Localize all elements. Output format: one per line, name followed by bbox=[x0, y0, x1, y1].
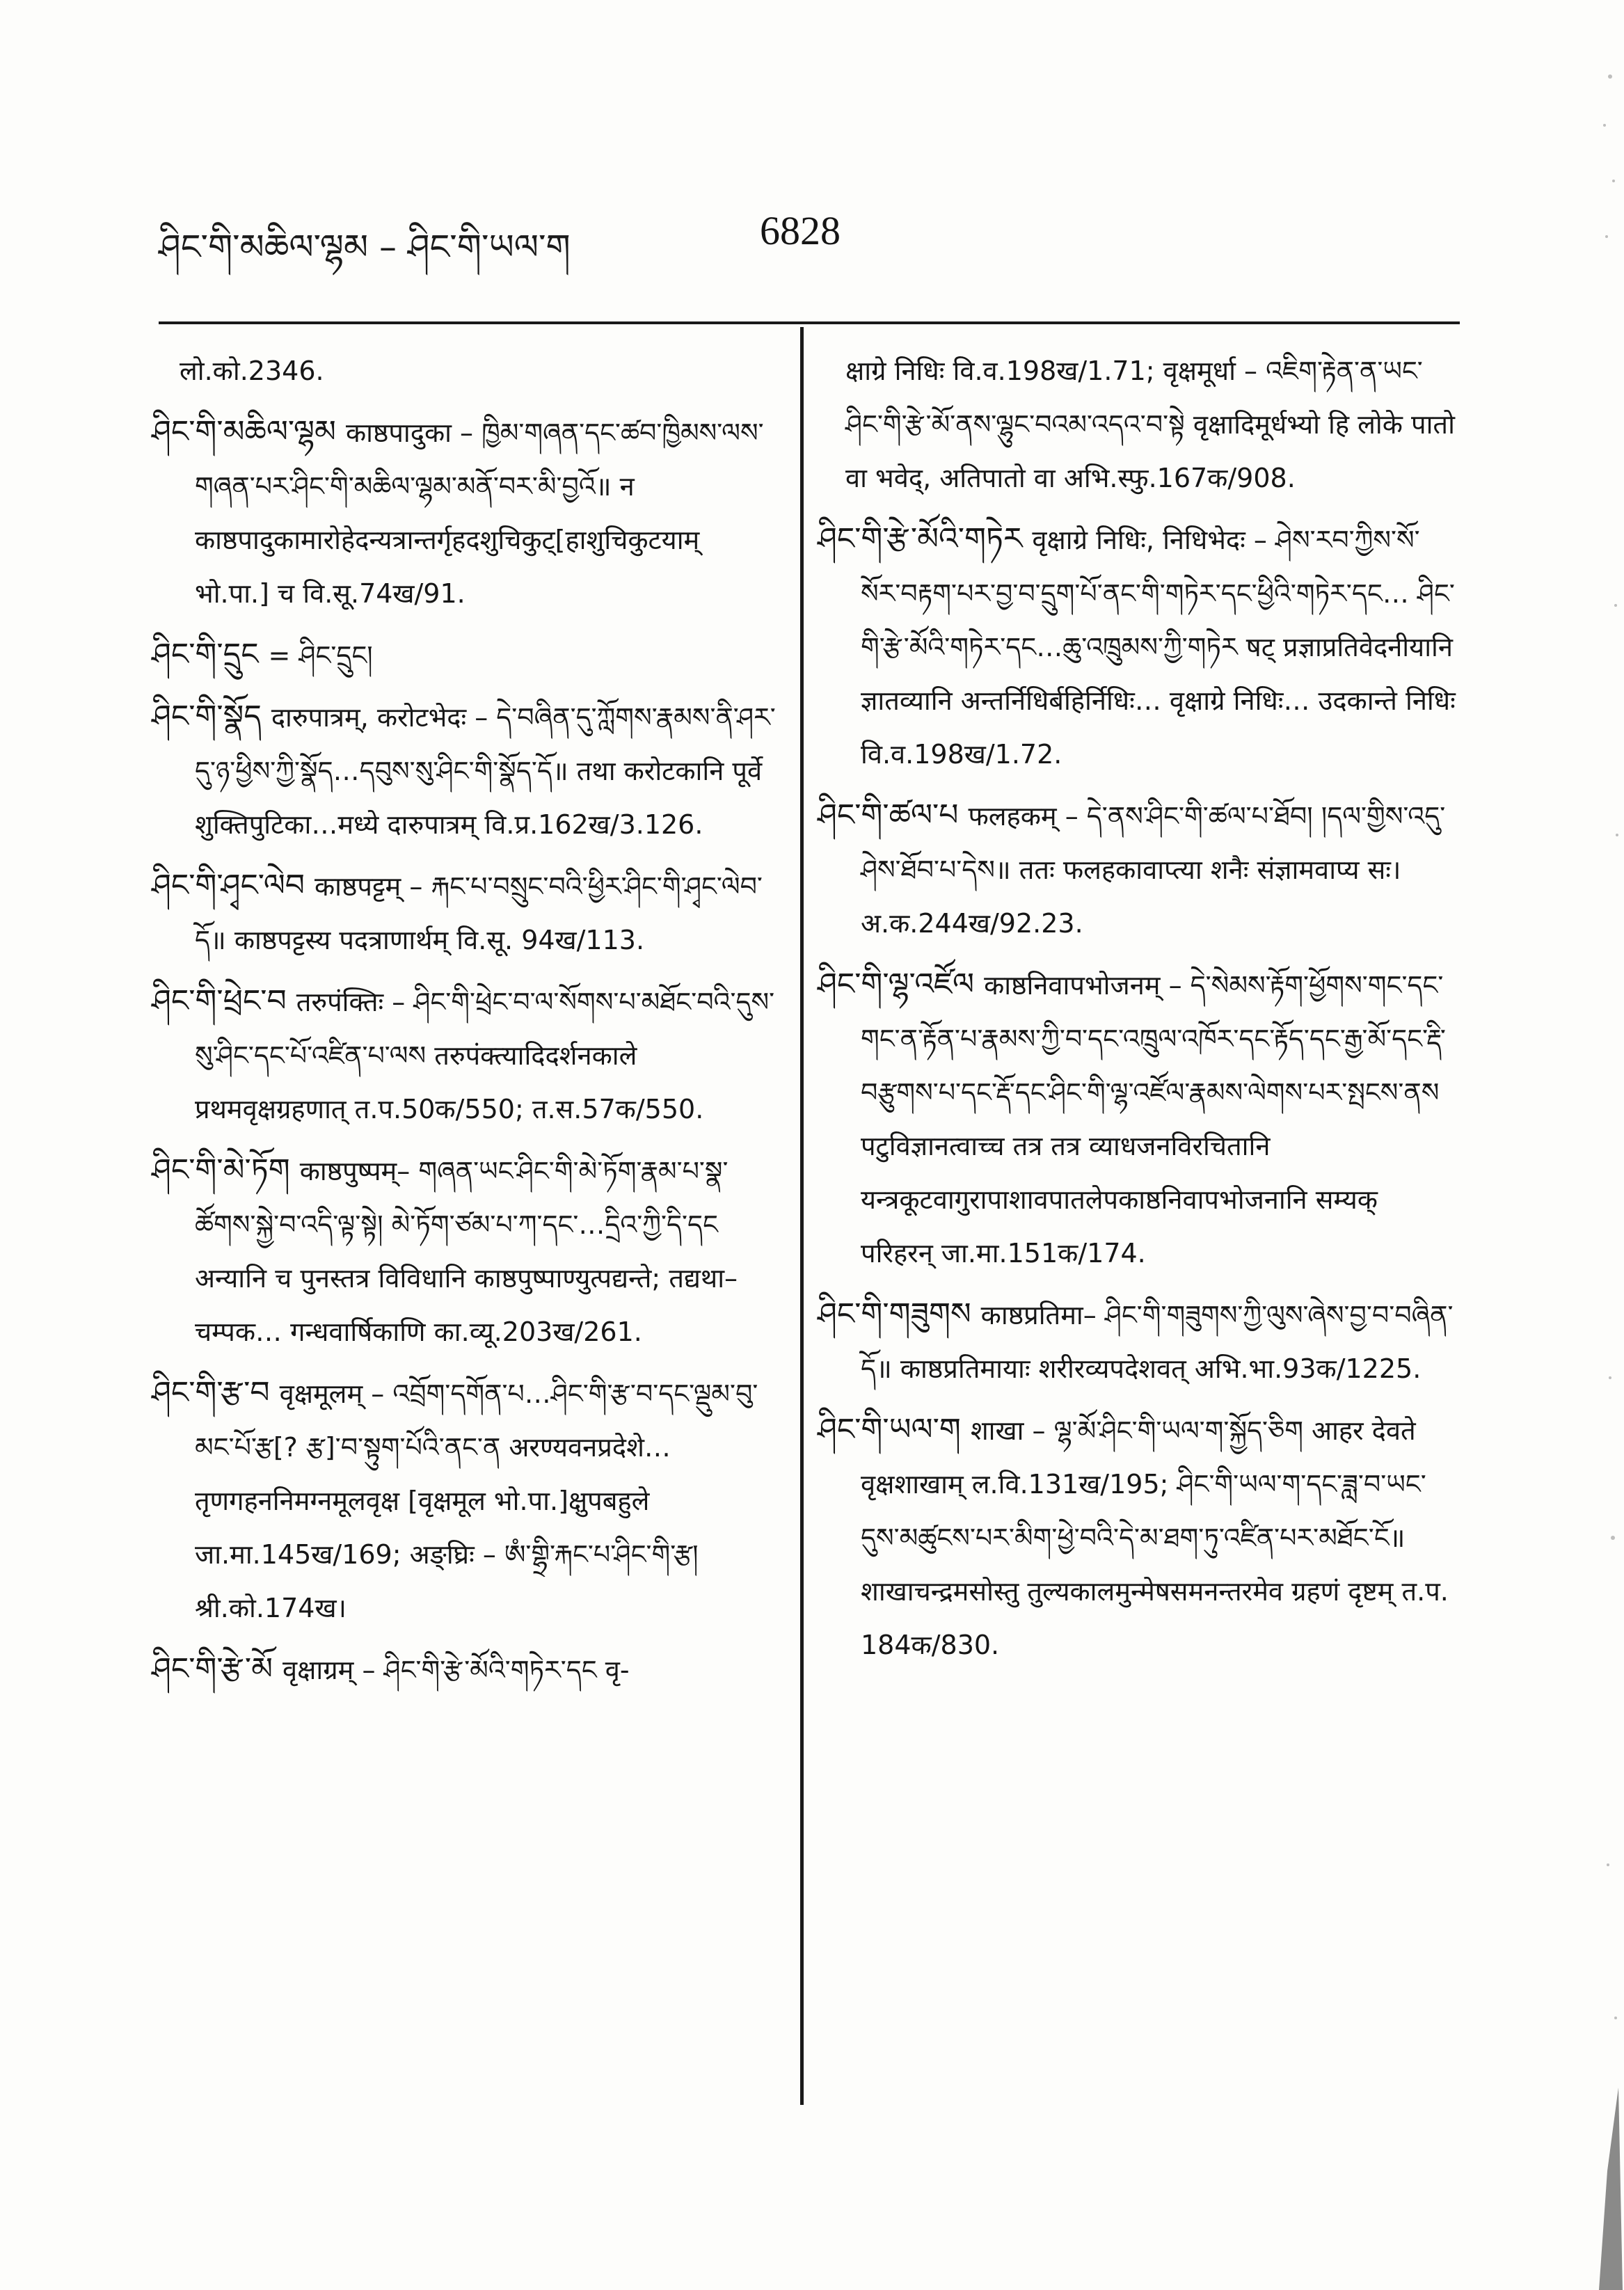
dictionary-entry bbox=[152, 628, 781, 683]
entry-text: वृक्षाग्रम् – ཤིང་གི་རྩེ་མོའི་གཏེར་དང वृ- bbox=[282, 1655, 630, 1685]
entry-text: शाखा – ལྷ་མོ་ཤིང་གི་ཡལ་ག་སྐྱོད་ཅིག आहर देवते वृक्षशाखाम् ल.वि.131ख/195; ཤིང་གི་ཡལ་ག་དང་ཟླ་བ་ཡང་དུས་མཚུངས་པར་མིག་ཕྱེ་བའི་དེ་མ་ཐག་ཏུ་འཛིན་པར་མཐོང་ངོ॥ शाखाचन्द्रमसोस्तु तुल्यकालमुन्मेषसमनन्तरमेव ग्रहणं दृष्टम् त.प. 184क/830. bbox=[861, 1415, 1449, 1660]
entry-headword: ཤིང་གི་རྩེ་མོ bbox=[152, 1651, 273, 1687]
entry-text: काष्ठपादुका – ཁྱིམ་གཞན་དང་ཚབ་ཁྱིམས་ལས་གཞན་པར་ཤིང་གི་མཆིལ་ལྷམ་མནོ་བར་མི་བྱའོ॥ न काष्ठपादुकामारोहेदन्यत्रान्तर्गृहदशुचिकुट्[हाशुचिकुटयाम् भो.पा.] च वि.सू.74ख/91. bbox=[195, 418, 764, 609]
entry-headword: ཤིང་གི་མེ་ཏོག bbox=[152, 1152, 290, 1188]
left-column bbox=[152, 344, 781, 1704]
entry-text: क्षाग्रे निधिः वि.व.198ख/1.71; वृक्षमूर्धा – འཇིག་རྟེན་ན་ཡང་ཤིང་གི་རྩེ་མོ་ནས་ལྷུང་བའམ་འདའ་བ་སྟེ वृक्षादिमूर्धभ्यो हि लोके पातो वा भवेद्, अतिपातो वा अभि.स्फु.167क/908. bbox=[845, 356, 1455, 493]
dictionary-entry bbox=[152, 859, 781, 967]
entry-text: फलहकम् – དེ་ནས་ཤིང་གི་ཚལ་པ་ཐོབ། །དལ་གྱིས་འདུ་ཤེས་ཐོབ་པ་དེས॥ ततः फलहकावाप्त्या शनैः संज्ञामवाप्य सः। अ.क.244ख/92.23. bbox=[861, 801, 1446, 939]
entry-headword: ཤིང་གི་མཆིལ་ལྷམ bbox=[152, 414, 336, 450]
dictionary-entry bbox=[152, 974, 781, 1136]
entry-headword: ཤིང་གི་ཕྲེང་བ bbox=[152, 983, 287, 1019]
entry-headword: ཤིང་གི་ལྷ་འཛོལ bbox=[818, 967, 975, 1002]
entry-text: काष्ठपुष्पम्– གཞན་ཡང་ཤིང་གི་མེ་ཏོག་རྣམ་པ་སྣ་ཚོགས་སྐྱེ་བ་འདི་ལྟ་སྟེ། མེ་ཏོག་ཙམ་པ་ཀ་དང་…དྲིའ་ཀྱི་དི་དང अन्यानि च पुनस्तत्र विविधानि काष्ठपुष्पाण्युत्पद्यन्ते; तद्यथा–चम्पक… गन्धवार्षिकाणि का.व्यू.203ख/261. bbox=[195, 1156, 738, 1347]
header-rule bbox=[159, 321, 1460, 324]
scan-margin-noise bbox=[1541, 0, 1624, 2290]
right-column bbox=[818, 344, 1458, 1679]
entry-text: वृक्षाग्रे निधिः, निधिभेदः – ཤེས་རབ་ཀྱིས་སོ་སོར་བརྟག་པར་བྱ་བ་དྲུག་པོ་ནང་གི་གཏེར་དང་ཕྱིའི་གཏེར་དང… ཤིང་གི་རྩེ་མོའི་གཏེར་དང…ཆུ་འཁྲུམས་ཀྱི་གཏེར षट् प्रज्ञाप्रतिवेदनीयानि ज्ञातव्यानि अन्तर्निधिर्बहिर्निधिः… वृक्षाग्रे निधिः… उदकान्ते निधिः वि.व.198ख/1.72. bbox=[861, 525, 1456, 770]
dictionary-entry bbox=[818, 344, 1458, 505]
dictionary-entry bbox=[818, 1287, 1458, 1396]
dictionary-entry bbox=[152, 405, 781, 621]
dictionary-entry bbox=[818, 1403, 1458, 1672]
column-divider bbox=[800, 327, 804, 2105]
dictionary-entry bbox=[152, 1366, 781, 1635]
dictionary-entry bbox=[152, 1143, 781, 1359]
dictionary-entry bbox=[152, 1642, 781, 1697]
entry-text: तरुपंक्तिः – ཤིང་གི་ཕྲེང་བ་ལ་སོགས་པ་མཐོང་བའི་དུས་སུ་ཤིང་དང་པོ་འཛིན་པ་ལས तरुपंक्त्यादिदर्शनकाले प्रथमवृक्षग्रहणात् त.प.50क/550; त.स.57क/550. bbox=[195, 987, 775, 1124]
running-head: ཤིང་གི་མཆིལ་ལྷམ – ཤིང་གི་ཡལ་ག bbox=[159, 227, 571, 267]
entry-headword: ཤིང་གི་སྣོད bbox=[152, 699, 262, 734]
entry-text: = ཤིང་དྲུང། bbox=[268, 640, 373, 671]
dictionary-entry bbox=[818, 512, 1458, 781]
entry-headword: ཤིང་གི་རྩེ་མོའི་གཏེར bbox=[818, 521, 1023, 557]
entry-text: लो.को.2346. bbox=[180, 356, 324, 386]
entry-text: वृक्षमूलम् – འབྲོག་དགོན་པ…ཤིང་གི་རྩ་བ་དང་ལྡུམ་བུ་མང་པོ་རྩ[? རྩ]་བ་སྟུག་པོའི་ནང་ན अरण्यवनप्रदेशे… तृणगहननिमग्नमूलवृक्ष [वृक्षमूल भो.पा.]क्षुपबहुले जा.मा.145ख/169; अङ्घ्रिः – ཨཾ་གྷྲི་རྐང་པ་ཤིང་གི་རྩ། श्री.को.174ख। bbox=[195, 1378, 758, 1623]
entry-headword: ཤིང་གི་ཤྭང་ལེབ bbox=[152, 868, 305, 903]
entry-text: काष्ठनिवापभोजनम् – དེ་སེམས་རྟོག་ཕྱོགས་གང་དང་གང་ན་རྟོན་པ་རྣམས་ཀྱི་བ་དང་འཁྲུལ་འཁོར་དང་རྟོད་དང་རྒྱ་མོ་དང་རྡི་བརྩུགས་པ་དང་རྡོ་དང་ཤིང་གི་ལྷ་འཛོལ་རྣམས་ལེགས་པར་སྤངས་ནས पटुविज्ञानत्वाच्च तत्र तत्र व्याधजनविरचितानि यन्त्रकूटवागुरापाशावपातलेपकाष्ठनिवापभोजनानि सम्यक् परिहरन् जा.मा.151क/174. bbox=[861, 970, 1446, 1269]
entry-headword: ཤིང་གི་རྩ་བ bbox=[152, 1375, 270, 1410]
entry-headword: ཤིང་གི་གཟུགས bbox=[818, 1296, 971, 1332]
entry-headword: ཤིང་གི་ཡལ་ག bbox=[818, 1412, 961, 1447]
dictionary-entry bbox=[818, 788, 1458, 951]
entry-text: काष्ठपट्टम् – རྐང་པ་བསྲུང་བའི་ཕྱིར་ཤིང་གི་ཤྭང་ལེབ་དོ॥ काष्ठपट्टस्य पदत्राणार्थम् वि.सू. 94ख/113. bbox=[195, 871, 763, 955]
dictionary-entry bbox=[152, 690, 781, 852]
entry-headword: ཤིང་གི་ཚལ་པ bbox=[818, 797, 959, 833]
entry-text: दारुपात्रम्, करोटभेदः – དེ་བཞིན་དུ་ཀློགས་རྣམས་ནི་ཤར་དུ་ཉ་ཕྱིས་ཀྱི་སྣོད…དབུས་སུ་ཤིང་གི་སྣོད་དོ॥ तथा करोटकानि पूर्वे शुक्तिपुटिका…मध्ये दारुपात्रम् वि.प्र.162ख/3.126. bbox=[195, 702, 776, 840]
entry-headword: ཤིང་གི་དྲུང bbox=[152, 637, 259, 672]
dictionary-entry bbox=[818, 957, 1458, 1280]
page-number: 6828 bbox=[760, 208, 841, 253]
entry-text: काष्ठप्रतिमा– ཤིང་གི་གཟུགས་ཀྱི་ལུས་ཞེས་བྱ་བ་བཞིན་དོ॥ काष्ठप्रतिमायाः शरीरव्यपदेशवत् अभि.भा.93क/1225. bbox=[861, 1300, 1454, 1384]
dictionary-entry bbox=[152, 344, 781, 398]
